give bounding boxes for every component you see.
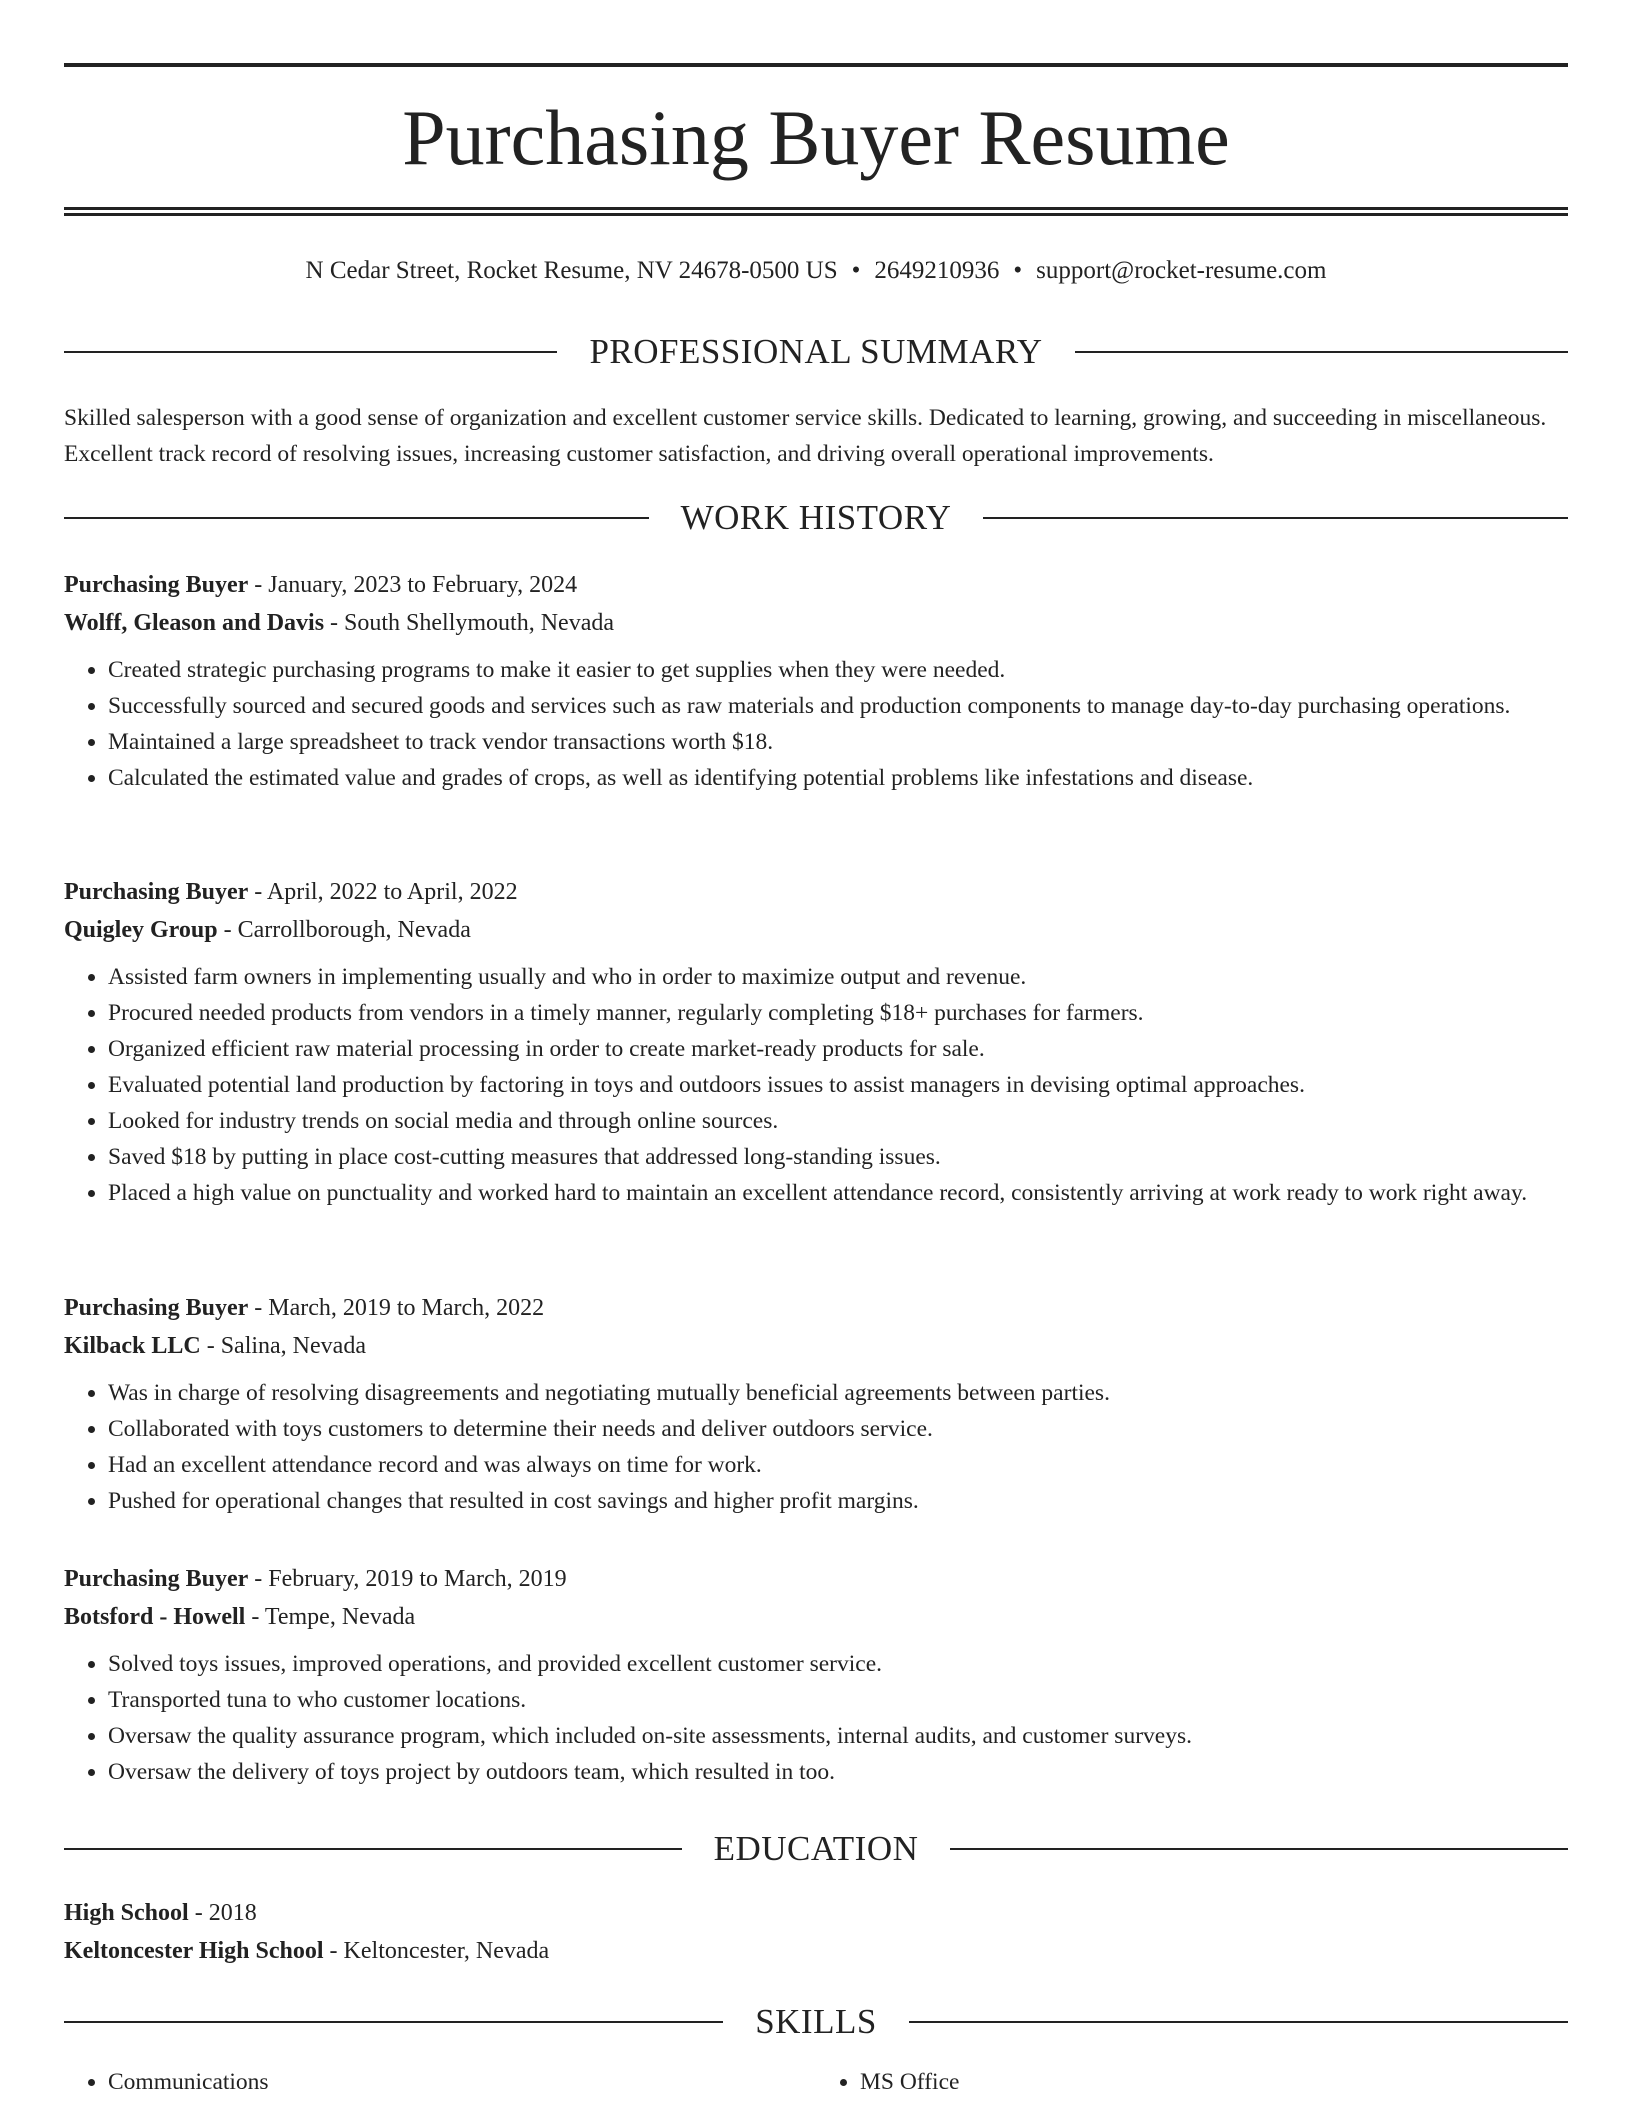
job-title-line bbox=[64, 1289, 1568, 1327]
section-rule bbox=[909, 2021, 1568, 2023]
education-school-line bbox=[64, 1932, 1568, 1970]
job-dates: - February, 2019 to March, 2019 bbox=[248, 1566, 567, 1592]
list-item: • Communications bbox=[108, 2064, 816, 2100]
job-dates: - March, 2019 to March, 2022 bbox=[248, 1295, 545, 1321]
job-role: Purchasing Buyer bbox=[64, 1566, 249, 1592]
education-location: - Keltoncester, Nevada bbox=[323, 1938, 550, 1964]
job-location: - Carrollborough, Nevada bbox=[217, 917, 471, 943]
education-degree-line bbox=[64, 1894, 1568, 1932]
job-bullets bbox=[64, 959, 1568, 1211]
list-item: • Created strategic purchasing programs to make it easier to get supplies when they were needed. bbox=[108, 652, 1568, 688]
list-item: • Assisted farm owners in implementing usually and who in order to maximize output and revenue. bbox=[108, 959, 1568, 995]
list-item: • Collaborated with toys customers to determine their needs and deliver outdoors service. bbox=[108, 1411, 1568, 1447]
job-company-line bbox=[64, 911, 1568, 949]
list-item: • Pushed for operational changes that resulted in cost savings and higher profit margins. bbox=[108, 1483, 1568, 1519]
job-company-line bbox=[64, 1327, 1568, 1365]
job-company-line bbox=[64, 1598, 1568, 1636]
job-role: Purchasing Buyer bbox=[64, 1295, 249, 1321]
list-item: • Transported tuna to who customer locations. bbox=[108, 1682, 1568, 1718]
job-company: Botsford - Howell bbox=[64, 1604, 246, 1630]
job-dates: - January, 2023 to February, 2024 bbox=[248, 572, 578, 598]
section-rule bbox=[64, 351, 557, 353]
job-role: Purchasing Buyer bbox=[64, 879, 249, 905]
section-rule bbox=[1075, 351, 1568, 353]
list-item: • MS Office bbox=[860, 2064, 1568, 2100]
list-item: • Oversaw the quality assurance program, which included on-site assessments, internal audits, and customer surveys. bbox=[108, 1718, 1568, 1754]
contact-phone: 2649210936 bbox=[874, 257, 1000, 284]
section-title-summary: PROFESSIONAL SUMMARY bbox=[589, 332, 1043, 371]
contact-separator: • bbox=[851, 257, 861, 284]
job-location: - Salina, Nevada bbox=[200, 1333, 366, 1359]
skills-columns bbox=[64, 2064, 1568, 2100]
resume-title: Purchasing Buyer Resume bbox=[402, 94, 1230, 181]
section-header-work bbox=[64, 496, 1568, 540]
list-item: • Procured needed products from vendors in a timely manner, regularly completing $18+ purchases for farmers. bbox=[108, 995, 1568, 1031]
education-entry bbox=[64, 1894, 1568, 1970]
section-title-skills: SKILLS bbox=[755, 2002, 877, 2041]
job-company: Kilback LLC bbox=[64, 1333, 201, 1359]
list-item: • Placed a high value on punctuality and worked hard to maintain an excellent attendance record, consistently arriving at work ready to work right away. bbox=[108, 1175, 1568, 1211]
contact-address: N Cedar Street, Rocket Resume, NV 24678-0500 US bbox=[305, 257, 838, 284]
list-item: • Oversaw the delivery of toys project by outdoors team, which resulted in too. bbox=[108, 1754, 1568, 1790]
section-header-education bbox=[64, 1827, 1568, 1871]
list-item: • Was in charge of resolving disagreements and negotiating mutually beneficial agreements between parties. bbox=[108, 1375, 1568, 1411]
job-entry bbox=[64, 873, 1568, 1211]
list-item: • Evaluated potential land production by factoring in toys and outdoors issues to assist managers in devising optimal approaches. bbox=[108, 1067, 1568, 1103]
job-company: Quigley Group bbox=[64, 917, 218, 943]
list-item: • Had an excellent attendance record and was always on time for work. bbox=[108, 1447, 1568, 1483]
job-bullets bbox=[64, 652, 1568, 796]
job-title-line bbox=[64, 873, 1568, 911]
contact-separator: • bbox=[1013, 257, 1023, 284]
section-title-education: EDUCATION bbox=[713, 1829, 919, 1868]
contact-line bbox=[64, 253, 1568, 289]
section-title-work: WORK HISTORY bbox=[680, 498, 952, 537]
job-title-line bbox=[64, 566, 1568, 604]
top-rule bbox=[64, 63, 1568, 67]
job-company: Wolff, Gleason and Davis bbox=[64, 610, 325, 636]
job-title-line bbox=[64, 1560, 1568, 1598]
section-header-skills bbox=[64, 2000, 1568, 2044]
list-item: • Solved toys issues, improved operations, and provided excellent customer service. bbox=[108, 1646, 1568, 1682]
section-rule bbox=[950, 1848, 1568, 1850]
education-school: Keltoncester High School bbox=[64, 1938, 324, 1964]
job-bullets bbox=[64, 1646, 1568, 1790]
section-rule bbox=[64, 517, 649, 519]
job-entry bbox=[64, 1289, 1568, 1519]
education-degree: High School bbox=[64, 1900, 189, 1926]
list-item: • Successfully sourced and secured goods and services such as raw materials and production components to manage day-to-day purchasing operations. bbox=[108, 688, 1568, 724]
section-rule bbox=[64, 2021, 723, 2023]
list-item: • Organized efficient raw material processing in order to create market-ready products for sale. bbox=[108, 1031, 1568, 1067]
job-dates: - April, 2022 to April, 2022 bbox=[248, 879, 518, 905]
skills-list-right bbox=[816, 2064, 1568, 2100]
job-location: - Tempe, Nevada bbox=[245, 1604, 416, 1630]
section-rule bbox=[983, 517, 1568, 519]
title-double-rule bbox=[64, 207, 1568, 216]
job-entry bbox=[64, 566, 1568, 796]
summary-text: Skilled salesperson with a good sense of organization and excellent customer service skills. Dedicated to learning, growing, and succeeding in miscellaneous. Excellent track record of resolving issues, increasing customer satisfaction, and driving overall operational improvements. bbox=[64, 405, 1547, 467]
job-entry bbox=[64, 1560, 1568, 1790]
section-rule bbox=[64, 1848, 682, 1850]
job-bullets bbox=[64, 1375, 1568, 1519]
section-header-summary bbox=[64, 330, 1568, 374]
list-item: • Maintained a large spreadsheet to track vendor transactions worth $18. bbox=[108, 724, 1568, 760]
list-item: • Calculated the estimated value and grades of crops, as well as identifying potential problems like infestations and disease. bbox=[108, 760, 1568, 796]
contact-email: support@rocket-resume.com bbox=[1036, 257, 1327, 284]
job-role: Purchasing Buyer bbox=[64, 572, 249, 598]
list-item: • Saved $18 by putting in place cost-cutting measures that addressed long-standing issues. bbox=[108, 1139, 1568, 1175]
job-company-line bbox=[64, 604, 1568, 642]
education-year: - 2018 bbox=[188, 1900, 257, 1926]
list-item: • Looked for industry trends on social media and through online sources. bbox=[108, 1103, 1568, 1139]
skills-list-left bbox=[64, 2064, 816, 2100]
job-location: - South Shellymouth, Nevada bbox=[324, 610, 615, 636]
